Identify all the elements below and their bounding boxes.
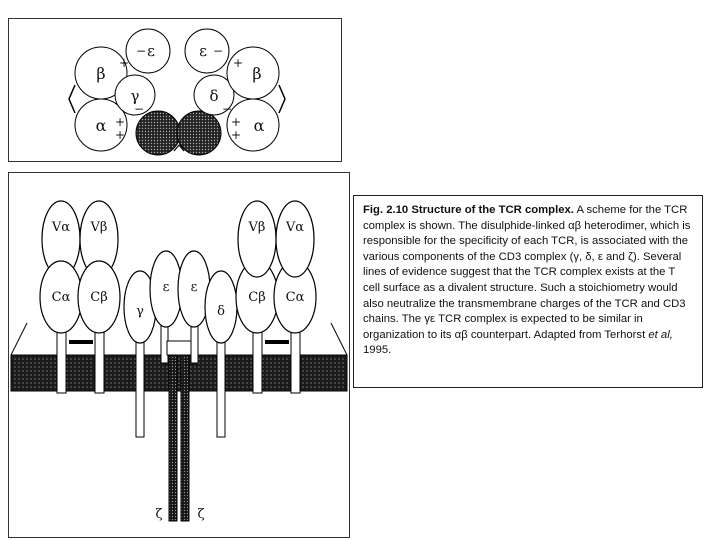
label-beta-left: β	[96, 64, 106, 83]
label-epsilon-1: ε	[162, 280, 170, 295]
label-c-alpha-left: Cα	[51, 290, 71, 305]
charge-plus: +	[231, 128, 242, 142]
figure-caption	[353, 195, 703, 388]
zeta-circle-left	[136, 111, 180, 155]
charge-minus: −	[213, 44, 224, 58]
label-v-beta-left: Vβ	[90, 220, 108, 235]
charge-minus: −	[134, 102, 145, 116]
caption-title: Structure of the TCR complex.	[411, 204, 574, 216]
v-beta-right-domain	[238, 201, 276, 277]
label-alpha-right: α	[253, 116, 265, 135]
charge-minus: −	[222, 102, 233, 116]
caption-et-al: et al,	[648, 328, 673, 341]
label-zeta-left: ζ	[155, 507, 163, 522]
label-delta: δ	[209, 87, 219, 105]
label-delta: δ	[217, 304, 225, 319]
top-panel-cross-section	[8, 18, 342, 162]
label-gamma: γ	[136, 304, 144, 319]
label-c-alpha-right: Cα	[285, 290, 305, 305]
caption-body: A scheme for the TCR complex is shown. The disulphide-linked αβ heterodimer, which is responsible for the specificity of each TCR, is associated with the various components of the CD3 complex (γ, δ, ε and ζ). Several lines of evidence suggest that the TCR complex exists at the T cell surface as a divalent structure. Such a stoichiometry would also neutralize the transmembrane charges of the TCR and CD3 chains. The γε TCR complex is expected to be similar in organization to its αβ counterpart. Adapted from Terhorst	[363, 204, 691, 341]
zeta-chain-left	[169, 341, 177, 521]
label-beta-right: β	[252, 64, 262, 83]
caption-figure-number: Fig. 2.10	[363, 204, 409, 216]
label-c-beta-right: Cβ	[248, 290, 266, 305]
label-alpha-left: α	[95, 116, 107, 135]
charge-plus: +	[115, 128, 126, 142]
label-c-beta-left: Cβ	[90, 290, 108, 305]
zeta-chain-right	[181, 341, 189, 521]
charge-plus: +	[231, 115, 242, 129]
bottom-panel-side-view	[8, 172, 350, 538]
top-diagram	[9, 19, 341, 161]
zeta-circle-right	[177, 111, 221, 155]
charge-plus: +	[119, 56, 130, 70]
charge-minus: −	[136, 44, 147, 58]
label-epsilon-right: ε	[199, 42, 207, 60]
charge-plus: +	[233, 56, 244, 70]
label-epsilon-2: ε	[190, 280, 198, 295]
caption-year: 1995.	[363, 344, 392, 357]
charge-plus: +	[115, 115, 126, 129]
v-alpha-right-domain	[276, 201, 314, 277]
label-v-alpha-right: Vα	[285, 220, 305, 235]
bottom-diagram	[9, 173, 349, 537]
label-v-beta-right: Vβ	[248, 220, 266, 235]
label-zeta-right: ζ	[197, 507, 205, 522]
label-epsilon-left: ε	[147, 42, 155, 60]
label-gamma: γ	[130, 87, 140, 105]
label-v-alpha-left: Vα	[51, 220, 71, 235]
